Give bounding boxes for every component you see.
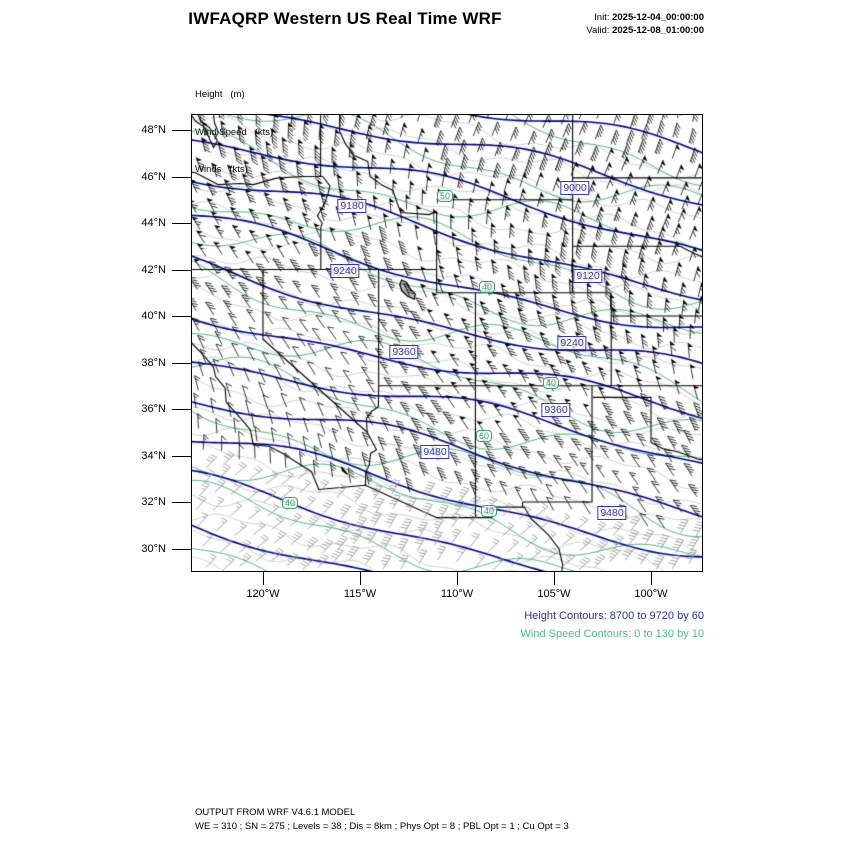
valid-time: Valid: 2025-12-08_01:00:00 (586, 25, 704, 36)
legend-height: Height (m) (195, 89, 245, 100)
footer-model-line: OUTPUT FROM WRF V4.6.1 MODEL (195, 807, 356, 818)
height-contour-label: 9240 (330, 264, 359, 278)
lat-tick-mark (172, 270, 191, 271)
contour-captions (521, 607, 704, 643)
lon-tick-label: 110°W (440, 588, 474, 600)
lat-tick-label: 34°N (141, 449, 166, 462)
wind-speed-contour-label: 40 (481, 505, 497, 517)
lat-tick-label: 30°N (141, 542, 166, 555)
height-contour-label: 9120 (573, 269, 602, 283)
lat-tick-label: 48°N (141, 124, 166, 136)
lon-tick-mark (554, 572, 555, 585)
init-time: Init: 2025-12-04_00:00:00 (594, 12, 704, 23)
height-contour-label: 9480 (597, 506, 626, 520)
height-contour-label: 9180 (337, 199, 366, 213)
lon-tick-mark (651, 572, 652, 585)
height-contour-caption: Height Contours: 8700 to 9720 by 60 (524, 610, 704, 622)
lat-tick-label: 32°N (141, 496, 166, 508)
lat-tick-label: 46°N (141, 170, 166, 183)
lat-tick-mark (172, 316, 191, 317)
map-frame (191, 114, 703, 572)
height-contour-label: 9360 (541, 403, 570, 417)
page-title: IWFAQRP Western US Real Time WRF (188, 9, 502, 28)
lat-tick-mark (172, 363, 191, 364)
lat-tick-label: 40°N (141, 310, 166, 322)
wind-contour-caption: Wind Speed Contours: 0 to 130 by 10 (520, 628, 704, 640)
lon-tick-label: 115°W (343, 588, 377, 600)
height-contour-label: 9240 (557, 336, 586, 350)
lon-tick-mark (360, 572, 361, 585)
lat-tick-mark (172, 456, 191, 457)
height-contour-label: 9360 (389, 345, 418, 359)
wind-speed-contour-label: 40 (479, 281, 495, 293)
lat-tick-label: 38°N (141, 356, 166, 369)
lat-tick-mark (172, 223, 191, 224)
lon-tick-mark (457, 572, 458, 585)
lon-tick-label: 120°W (246, 588, 280, 600)
lat-tick-label: 36°N (141, 403, 166, 415)
lat-tick-mark (172, 409, 191, 410)
footer (195, 806, 569, 833)
lat-tick-mark (172, 502, 191, 503)
height-contour-label: 9480 (420, 445, 449, 459)
weather-map-canvas (192, 115, 702, 571)
wind-speed-contour-label: 40 (282, 497, 298, 509)
lat-tick-mark (172, 549, 191, 550)
lon-tick-label: 100°W (634, 588, 668, 600)
lat-tick-mark (172, 177, 191, 178)
height-contour-label: 9000 (560, 181, 589, 195)
wind-speed-contour-label: 50 (437, 190, 453, 202)
lat-tick-label: 42°N (141, 263, 166, 276)
lat-tick-mark (172, 130, 191, 131)
footer-config-line: WE = 310 ; SN = 275 ; Levels = 38 ; Dis = 8km ; Phys Opt = 8 ; PBL Opt = 1 ; Cu Opt = 3 (195, 820, 569, 832)
init-valid-block (586, 11, 704, 37)
lon-tick-mark (263, 572, 264, 585)
wind-speed-contour-label: 60 (476, 430, 492, 442)
lon-tick-label: 105°W (537, 588, 571, 600)
lat-tick-label: 44°N (141, 217, 166, 229)
wind-speed-contour-label: 40 (543, 377, 559, 389)
